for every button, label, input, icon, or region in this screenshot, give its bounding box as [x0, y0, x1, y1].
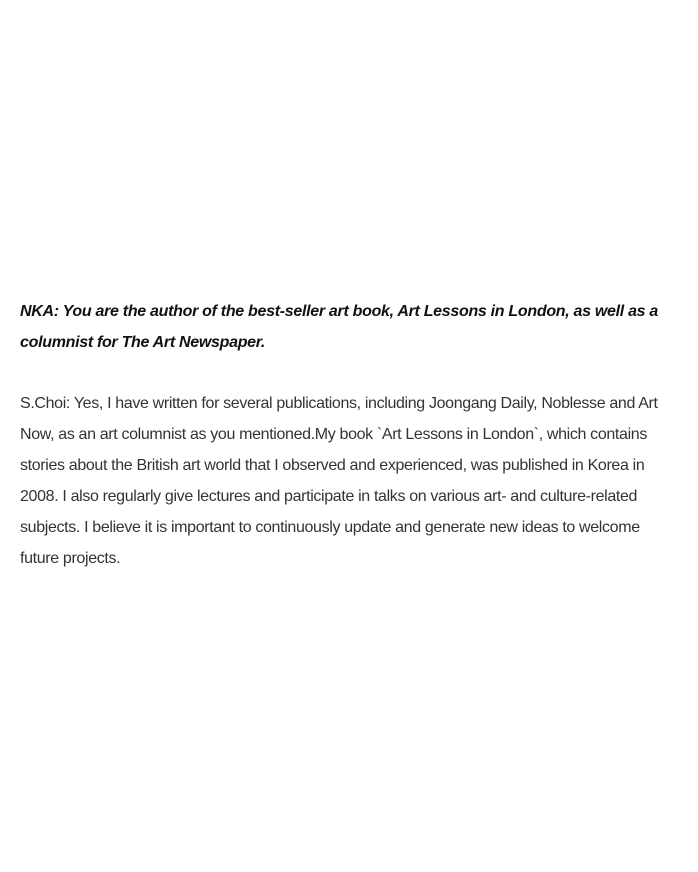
interview-excerpt: [20, 296, 680, 574]
interview-answer: S.Choi: Yes, I have written for several publications, including Joongang Daily, Noblesse and Art Now, as an art columnist as you mentioned.My book `Art Lessons in London`, which contains stories about the British art world that I observed and experienced, was published in Korea in 2008. I also regularly give lectures and participate in talks on various art- and culture-related subjects. I believe it is important to continuously update and generate new ideas to welcome future projects.: [20, 395, 658, 567]
interview-question: NKA: You are the author of the best-seller art book, Art Lessons in London, as well as a columnist for The Art Newspaper.: [20, 303, 659, 351]
